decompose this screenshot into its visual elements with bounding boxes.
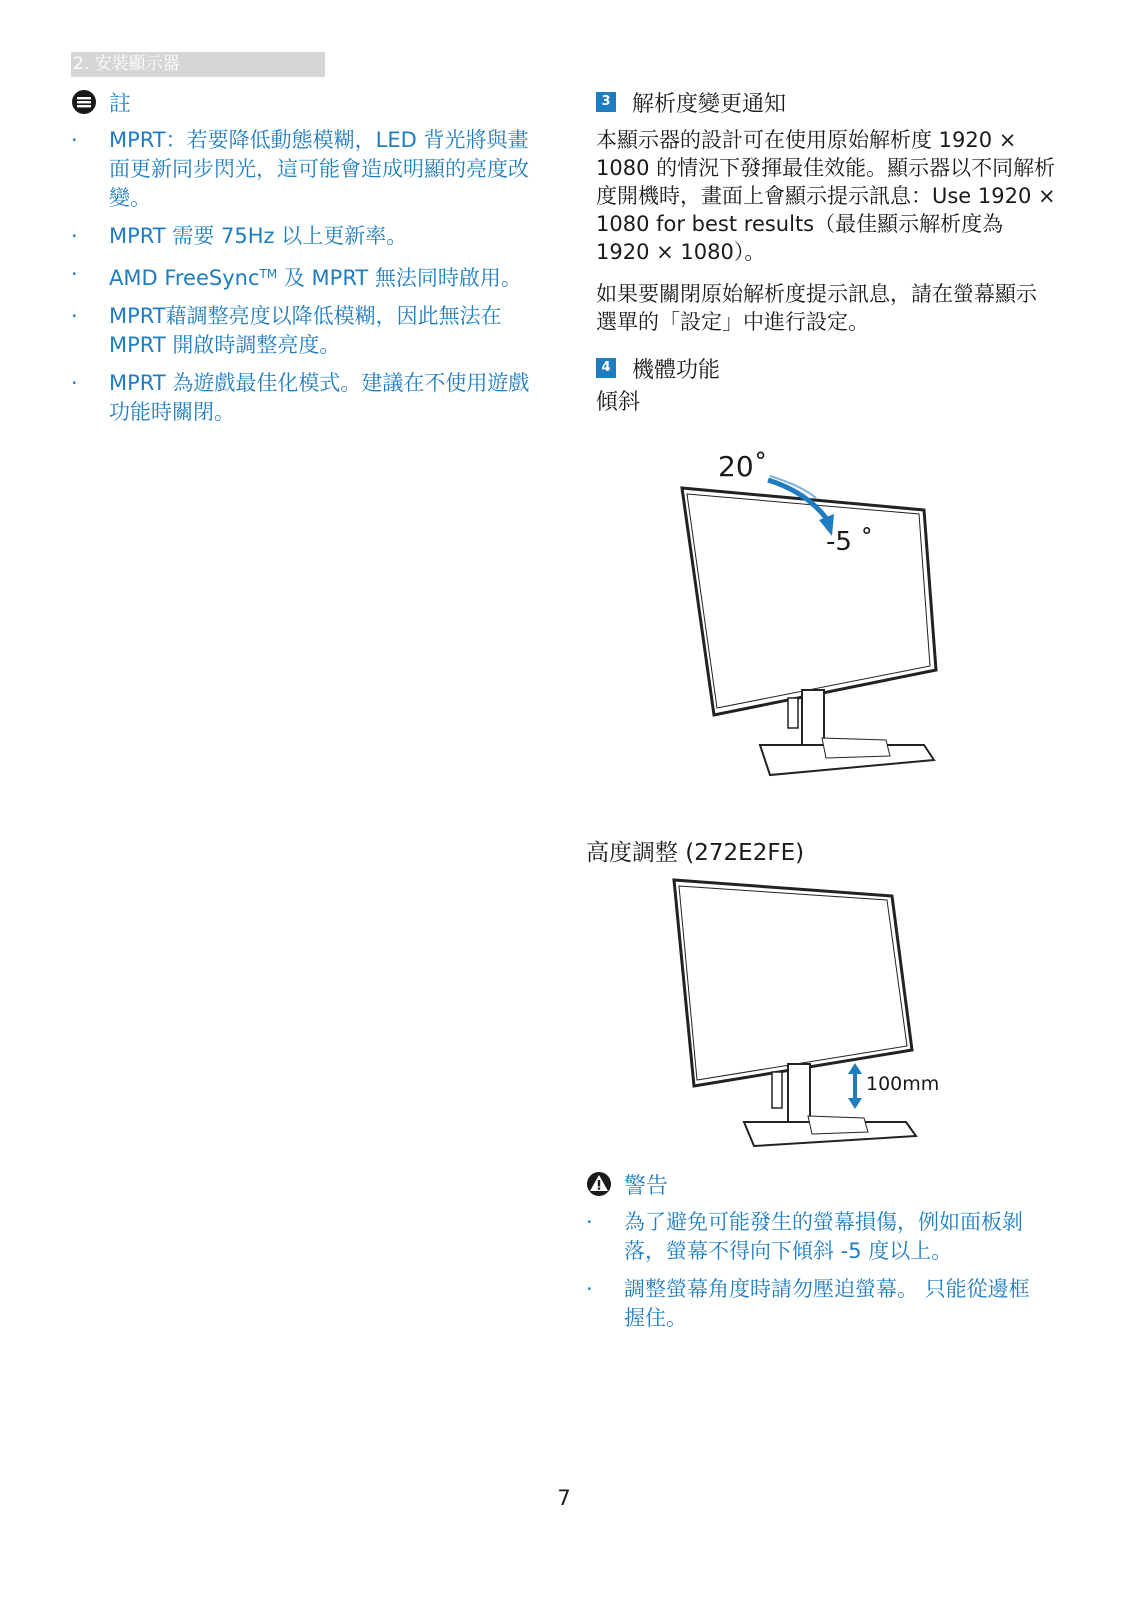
- section-4-title: 機體功能: [632, 357, 721, 383]
- note-icon: [71, 89, 97, 115]
- warning-title: 警告: [624, 1173, 669, 1199]
- height-illustration: [668, 876, 958, 1148]
- warning-block: [586, 1166, 1046, 1342]
- resolution-paragraph: 本顯示器的設計可在使用原始解析度 1920 × 1080 的情況下發揮最佳效能。顯示器以不同解析度開機時，畫面上會顯示提示訊息：Use 1920 × 1080 for best results（最佳顯示解析度為 1920 × 1080）。: [596, 128, 1056, 264]
- warning-icon: [586, 1171, 612, 1197]
- note-heading: [71, 84, 531, 120]
- left-column: [71, 84, 531, 436]
- section-3-heading: [596, 84, 1056, 120]
- resolution-off-paragraph: 如果要關閉原始解析度提示訊息，請在螢幕顯示選單的「設定」中進行設定。: [596, 282, 1037, 334]
- note-item: · MPRT 需要 75Hz 以上更新率。: [71, 224, 408, 248]
- section-4-number: 4: [596, 358, 616, 378]
- note-list: [71, 126, 531, 427]
- section-4-heading: [596, 350, 1056, 386]
- warning-item: · 調整螢幕角度時請勿壓迫螢幕。 只能從邊框握住。: [586, 1277, 1030, 1330]
- section-3-title: 解析度變更通知: [632, 91, 787, 117]
- tilt-illustration: [676, 440, 946, 780]
- tilt-label: 傾斜: [596, 390, 641, 415]
- section-header-bar: [71, 52, 325, 77]
- page-number: 7: [557, 1486, 571, 1510]
- note-item: · MPRT：若要降低動態模糊，LED 背光將與畫面更新同步閃光，這可能會造成明顯的亮度改變。: [71, 128, 529, 210]
- section-3-number: 3: [596, 92, 616, 112]
- note-title: 註: [109, 91, 132, 117]
- right-column: [596, 84, 1056, 418]
- note-item: · AMD FreeSync™ 及 MPRT 無法同時啟用。: [71, 262, 522, 290]
- warning-item: · 為了避免可能發生的螢幕損傷，例如面板剝落，螢幕不得向下傾斜 -5 度以上。: [586, 1210, 1023, 1263]
- note-item: · MPRT藉調整亮度以降低模糊，因此無法在 MPRT 開啟時調整亮度。: [71, 304, 502, 357]
- height-adjust-label: 高度調整 (272E2FE): [586, 840, 805, 866]
- warning-heading: [586, 1166, 1046, 1202]
- tilt-up-label: 20˚: [718, 450, 768, 483]
- warning-list: [586, 1208, 1046, 1333]
- height-value-label: 100mm: [866, 1073, 940, 1095]
- section-header-label: 2. 安裝顯示器: [73, 54, 180, 74]
- tilt-down-label: -5 ˚: [826, 527, 874, 557]
- note-item: · MPRT 為遊戲最佳化模式。建議在不使用遊戲功能時關閉。: [71, 371, 530, 424]
